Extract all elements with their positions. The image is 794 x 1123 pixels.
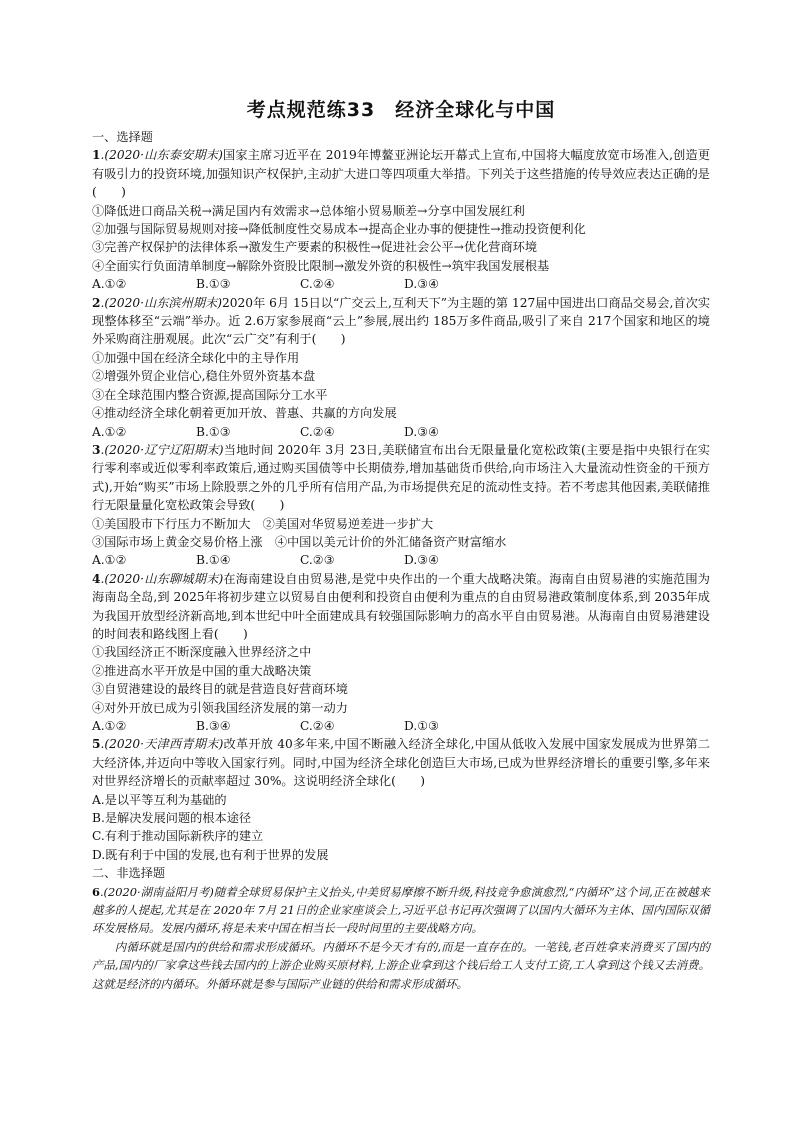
question-stem: 6.(2020·湖南益阳月考)随着全球贸易保护主义抬头,中美贸易摩擦不断升级,科技竞争愈演愈烈,“内循环”这个词,正在被越来越多的人提起,尤其是在 2020年 7月 21日的企业家座谈会上,习近平总书记再次强调了以国内大循环为主体、国内国际双循环发展格局。发展内循环,将是未来中国在相当长一段时间里的主要战略方向。: [92, 884, 710, 936]
option-d: D.①③: [404, 719, 440, 733]
option-b: B.①③: [196, 424, 231, 439]
option-d: D.既有利于中国的发展,也有利于世界的发展: [92, 847, 329, 862]
question-2: [92, 294, 710, 441]
option-b: B.①④: [196, 553, 231, 568]
question-stem: 4.(2020·山东聊城期末)在海南建设自由贸易港,是党中央作出的一个重大战略决策。海南自由贸易港的实施范围为海南岛全岛,到 2025年将初步建立以贸易自由便利和投资自由便利为重点的自由贸易港政策制度体系,到 2035年成为我国开放型经济新高地,到本世纪中叶全面建成具有较强国际影响力的高水平自由贸易港。从海南自由贸易港建设的时间表和路线图上看( ): [92, 571, 710, 641]
question-4: [92, 570, 710, 736]
question-stem: 1.(2020·山东泰安期末)国家主席习近平在 2019年博鳌亚洲论坛开幕式上宣布,中国将大幅度放宽市场准入,创造更有吸引力的投资环境,加强知识产权保护,主动扩大进口等四项重大举措。下列关于这些措施的传导效应表达正确的是( ): [92, 148, 710, 200]
option-c: C.②④: [300, 277, 335, 292]
answer-options: [92, 423, 710, 441]
option-b: B.③④: [196, 719, 231, 733]
statement-item: ③自贸港建设的最终目的就是营造良好营商环境: [92, 682, 348, 697]
section-heading-choice: 一、选择题: [92, 130, 153, 144]
option-a: A.①②: [92, 424, 127, 439]
option-a: A.是以平等互利为基础的: [92, 792, 227, 807]
question-stem: 3.(2020·辽宁辽阳期末)当地时间 2020年 3月 23日,美联储宣布出台无限量量化宽松政策(主要是指中央银行在实行零利率或近似零利率政策后,通过购买国债等中长期债券,增加基础货币供给,向市场注入大量流动性资金的干预方式),开始“购买”市场上除股票之外的几乎所有信用产品,为市场提供充足的流动性支持。若不考虑其他因素,美联储推行无限量量化宽松政策会导致( ): [92, 442, 710, 513]
statement-item: ④全面实行负面清单制度→解除外资股比限制→激发外资的积极性→筑牢我国发展根基: [92, 258, 550, 273]
option-a: A.①②: [92, 277, 127, 292]
question-6: [92, 883, 710, 993]
statement-item: ①降低进口商品关税→满足国内有效需求→总体缩小贸易顺差→分享中国发展红利: [92, 203, 525, 218]
option-c: C.有利于推动国际新秩序的建立: [92, 829, 264, 844]
page-title: 考点规范练33 经济全球化与中国: [246, 99, 556, 121]
answer-options: [92, 551, 710, 569]
option-c: C.②③: [300, 553, 335, 568]
option-c: C.②④: [300, 424, 335, 439]
material-paragraph: 内循环就是国内的供给和需求形成循环。内循环不是今天才有的,而是一直存在的。一笔钱,老百姓拿来消费买了国内的产品,国内的厂家拿这些钱去国内的上游企业购买原材料,上游企业拿到这个钱后给工人支付工资,工人拿到这个钱又去消费。这就是经济的内循环。外循环就是参与国际产业链的供给和需求形成循环。: [92, 939, 710, 991]
statement-item: ③在全球范围内整合资源,提高国际分工水平: [92, 387, 328, 402]
answer-options: [92, 275, 710, 293]
statement-item: ③完善产权保护的法律体系→激发生产要素的积极性→促进社会公平→优化营商环境: [92, 240, 538, 255]
option-d: D.③④: [404, 424, 440, 439]
option-b: B.是解决发展问题的根本途径: [92, 811, 252, 826]
statement-item: ②推进高水平开放是中国的重大战略决策: [92, 663, 312, 678]
option-d: D.③④: [404, 277, 440, 292]
question-stem: 5.(2020·天津西青期末)改革开放 40多年来,中国不断融入经济全球化,中国从低收入发展中国家发展成为世界第二大经济体,并迈向中等收入国家行列。同时,中国为经济全球化创造巨大市场,已成为世界经济增长的重要引擎,多年来对世界经济增长的贡献率超过 30%。这说明经济全球化( ): [92, 737, 710, 789]
statement-item: ①加强中国在经济全球化中的主导作用: [92, 350, 300, 365]
option-c: C.②④: [300, 719, 335, 733]
question-5: [92, 735, 710, 864]
question-stem: 2.(2020·山东滨州期末)2020年 6月 15日以“广交云上,互利天下”为主题的第 127届中国进出口商品交易会,首次实现整体移至“云端”举办。近 2.6万家参展商“云上”参展,展出约 185万多件商品,吸引了来自 217个国家和地区的境外采购商注册观展。此次“云广交”有利于( ): [92, 295, 711, 347]
statement-item: ②加强与国际贸易规则对接→降低制度性交易成本→提高企业办事的便捷性→推动投资便利化: [92, 222, 586, 237]
statement-item: ④对外开放已成为引领我国经济发展的第一动力: [92, 700, 348, 715]
statement-pair: ③国际市场上黄金交易价格上涨 ④中国以美元计价的外汇储备资产财富缩水: [92, 534, 507, 549]
option-d: D.③④: [404, 553, 440, 568]
statement-item: ②增强外贸企业信心,稳住外贸外资基本盘: [92, 369, 316, 384]
page: [92, 96, 710, 993]
statement-item: ④推动经济全球化朝着更加开放、普惠、共赢的方向发展: [92, 406, 397, 421]
answer-options: [92, 717, 710, 735]
question-3: [92, 441, 710, 570]
statement-pair: ①美国股市下行压力不断加大 ②美国对华贸易逆差进一步扩大: [92, 516, 434, 531]
option-a: A.①②: [92, 719, 127, 733]
section-heading-nonchoice: 二、非选择题: [92, 866, 166, 881]
option-a: A.①②: [92, 553, 127, 568]
question-1: [92, 146, 710, 293]
statement-item: ①我国经济正不断深度融入世界经济之中: [92, 645, 312, 660]
option-b: B.①③: [196, 277, 231, 292]
